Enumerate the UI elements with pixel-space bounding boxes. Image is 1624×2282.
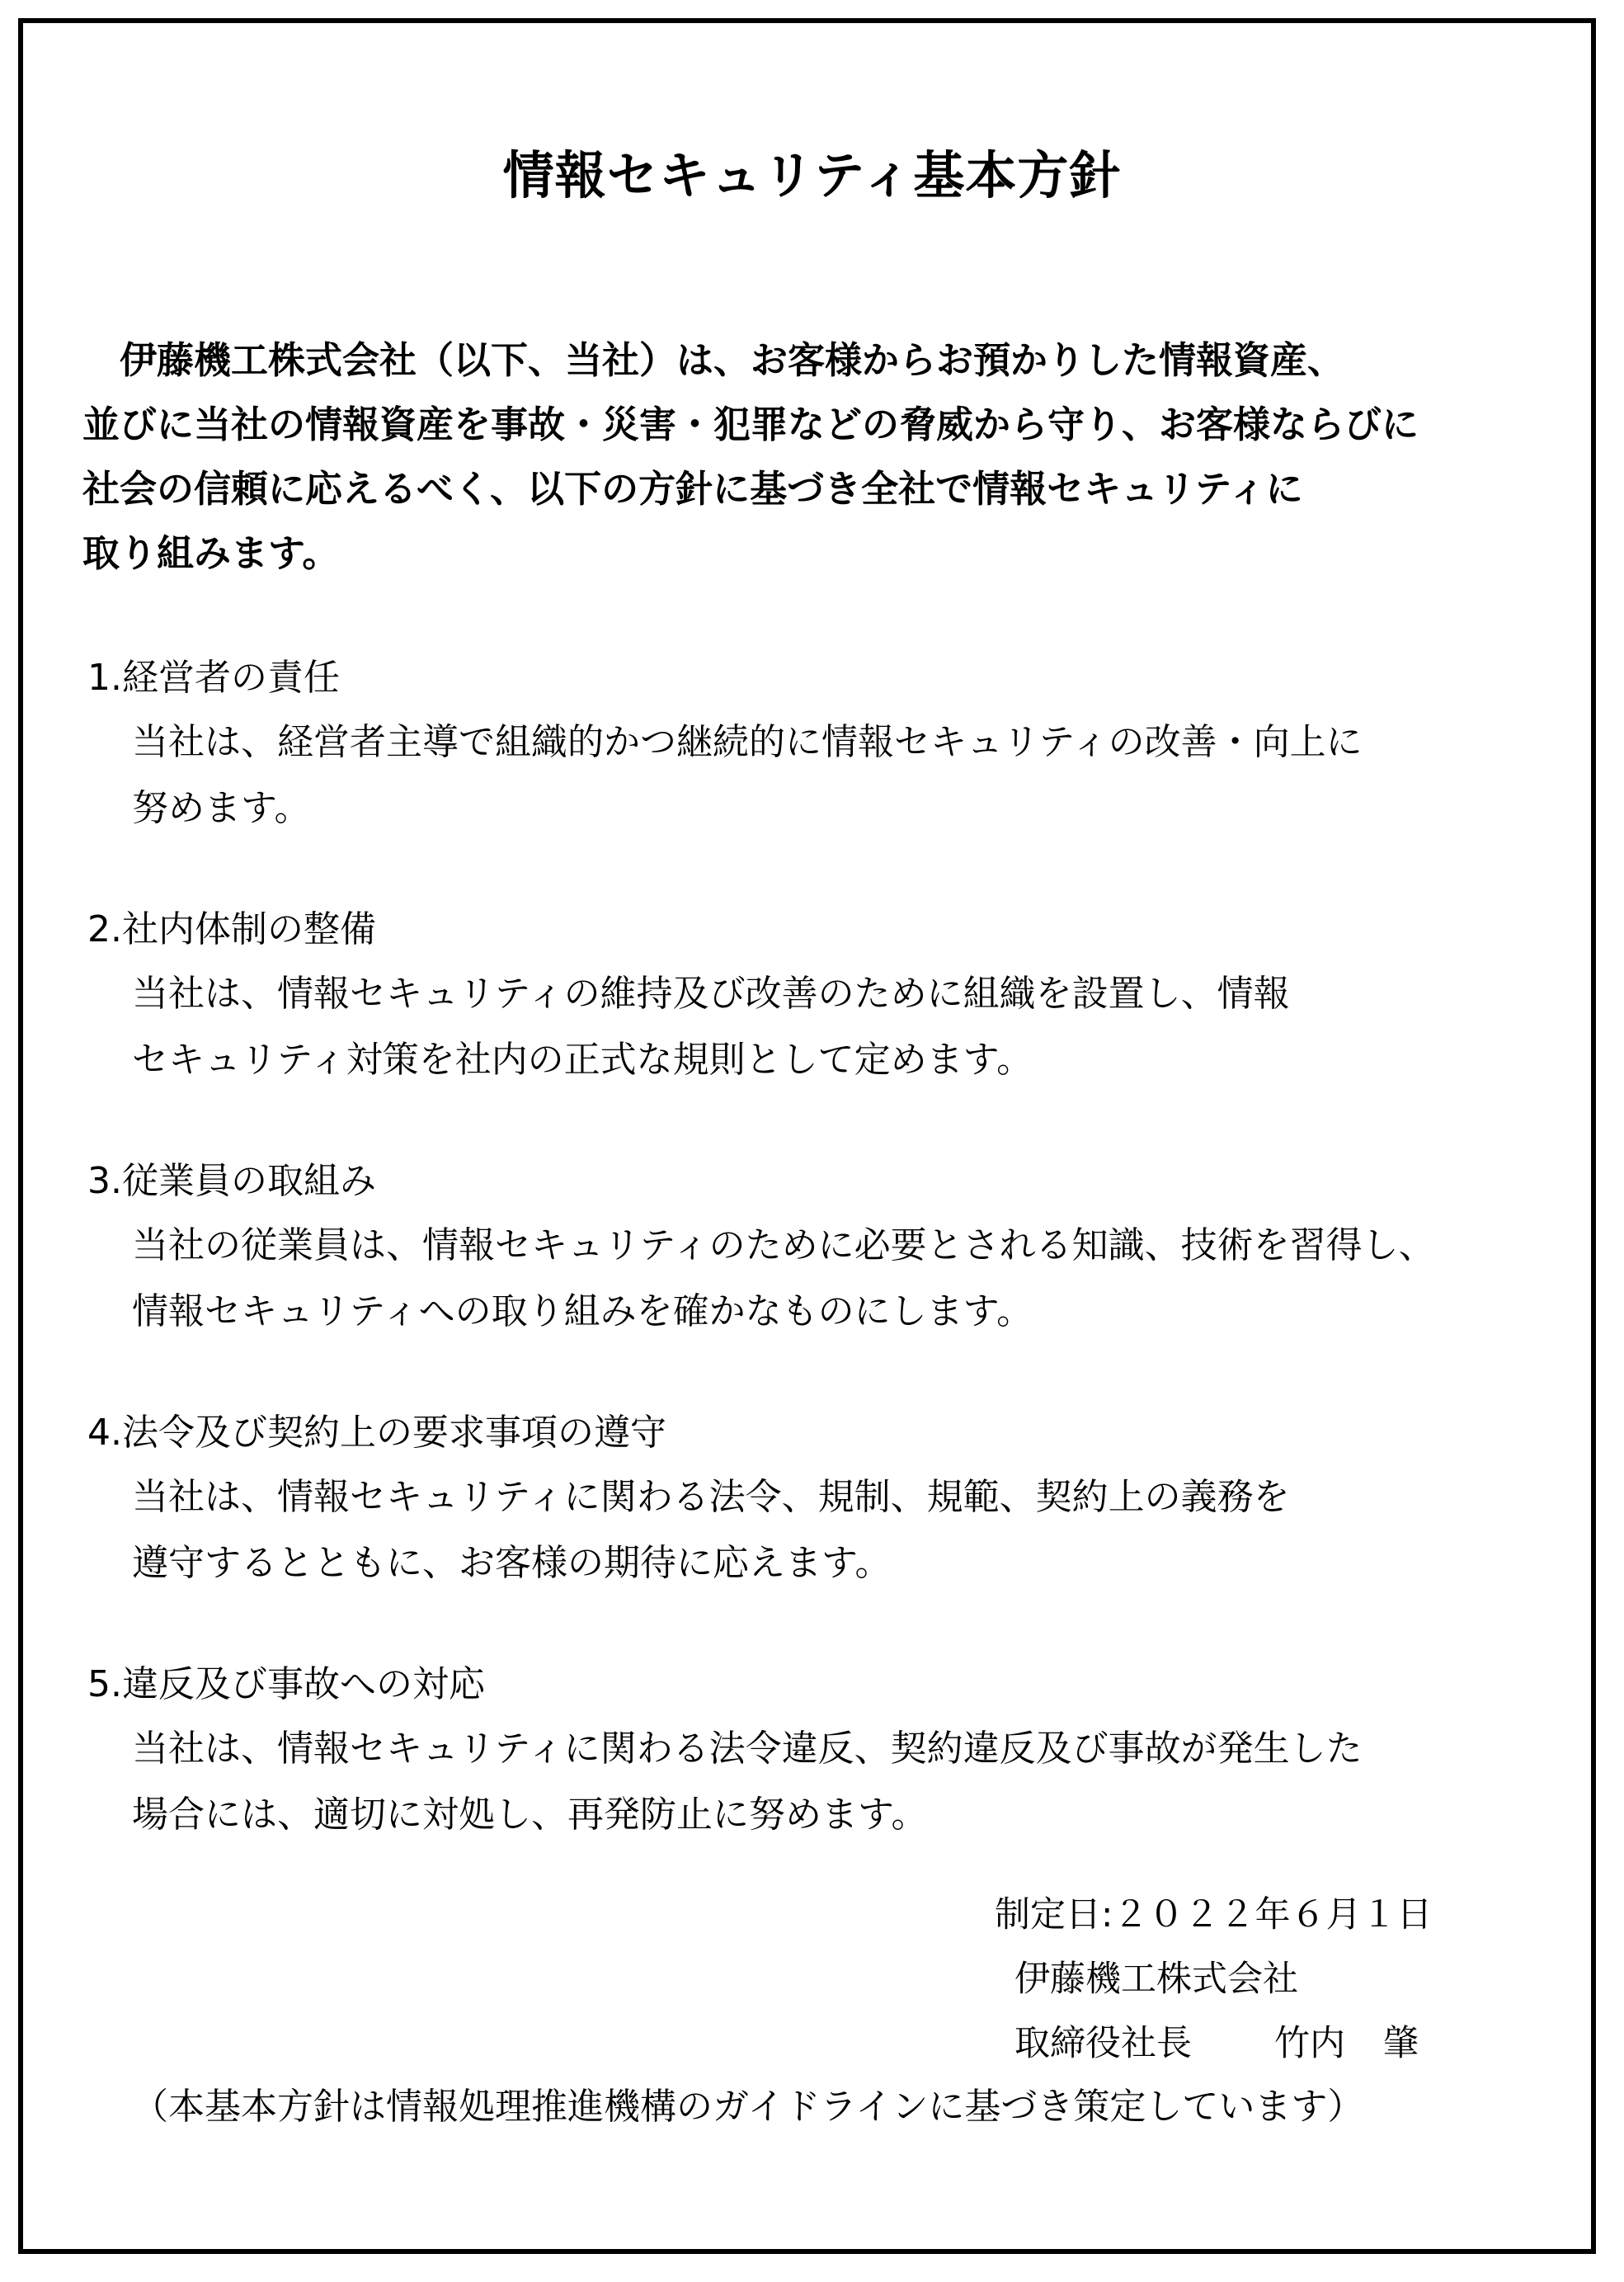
policy-section-2: [87, 898, 1556, 1150]
section-body: [87, 710, 1556, 842]
section-heading: 2.社内体制の整備: [87, 908, 376, 950]
section-heading: 5.違反及び事故への対応: [87, 1663, 485, 1705]
policy-sections: [87, 647, 1556, 1905]
intro-line: 社会の信頼に応えるべく、以下の方針に基づき全社で情報セキュリティに: [82, 467, 1303, 511]
footnote: （本基本方針は情報処理推進機構のガイドラインに基づき策定しています）: [132, 2086, 1364, 2128]
section-line: 場合には、適切に対処し、再発防止に努めます。: [132, 1794, 928, 1836]
signatory-given-name: 肇: [1383, 2023, 1419, 2064]
intro-line: 伊藤機工株式会社（以下、当社）は、お客様からお預かりした情報資産、: [82, 338, 1345, 382]
page-title: 情報セキュリティ基本方針: [502, 144, 1122, 205]
policy-section-3: [87, 1150, 1556, 1402]
intro-paragraph: [82, 328, 1551, 586]
signature-block: [995, 1883, 1433, 2076]
signatory-row: [995, 2011, 1433, 2076]
section-line: セキュリティ対策を社内の正式な規則として定めます。: [132, 1039, 1033, 1081]
signatory-role: 取締役社長: [1014, 2023, 1192, 2064]
section-line: 努めます。: [132, 787, 311, 829]
signatory-family-name: 竹内: [1274, 2023, 1345, 2064]
section-line: 当社は、情報セキュリティに関わる法令、規制、規範、契約上の義務を: [132, 1476, 1290, 1518]
enactment-date: 制定日:２０２２年６月１日: [995, 1894, 1433, 1935]
company-name: 伊藤機工株式会社: [1014, 1959, 1298, 2000]
section-line: 当社は、情報セキュリティの維持及び改善のために組織を設置し、情報: [132, 973, 1290, 1015]
policy-section-1: [87, 647, 1556, 898]
section-body: [87, 1213, 1556, 1345]
section-heading: 3.従業員の取組み: [87, 1160, 376, 1202]
section-body: [87, 1464, 1556, 1596]
section-line: 当社は、情報セキュリティに関わる法令違反、契約違反及び事故が発生した: [132, 1728, 1363, 1770]
section-line: 情報セキュリティへの取り組みを確かなものにします。: [132, 1290, 1033, 1332]
section-body: [87, 961, 1556, 1093]
section-line: 遵守するとともに、お客様の期待に応えます。: [132, 1542, 892, 1584]
policy-section-4: [87, 1402, 1556, 1653]
section-line: 当社の従業員は、情報セキュリティのために必要とされる知識、技術を習得し、: [132, 1224, 1435, 1266]
section-heading: 4.法令及び契約上の要求事項の遵守: [87, 1412, 666, 1454]
section-line: 当社は、経営者主導で組織的かつ継続的に情報セキュリティの改善・向上に: [132, 721, 1363, 763]
intro-line: 取り組みます。: [82, 531, 340, 575]
intro-line: 並びに当社の情報資産を事故・災害・犯罪などの脅威から守り、お客様ならびに: [82, 403, 1419, 446]
policy-section-5: [87, 1653, 1556, 1905]
section-heading: 1.経営者の責任: [87, 657, 340, 699]
section-body: [87, 1716, 1556, 1848]
